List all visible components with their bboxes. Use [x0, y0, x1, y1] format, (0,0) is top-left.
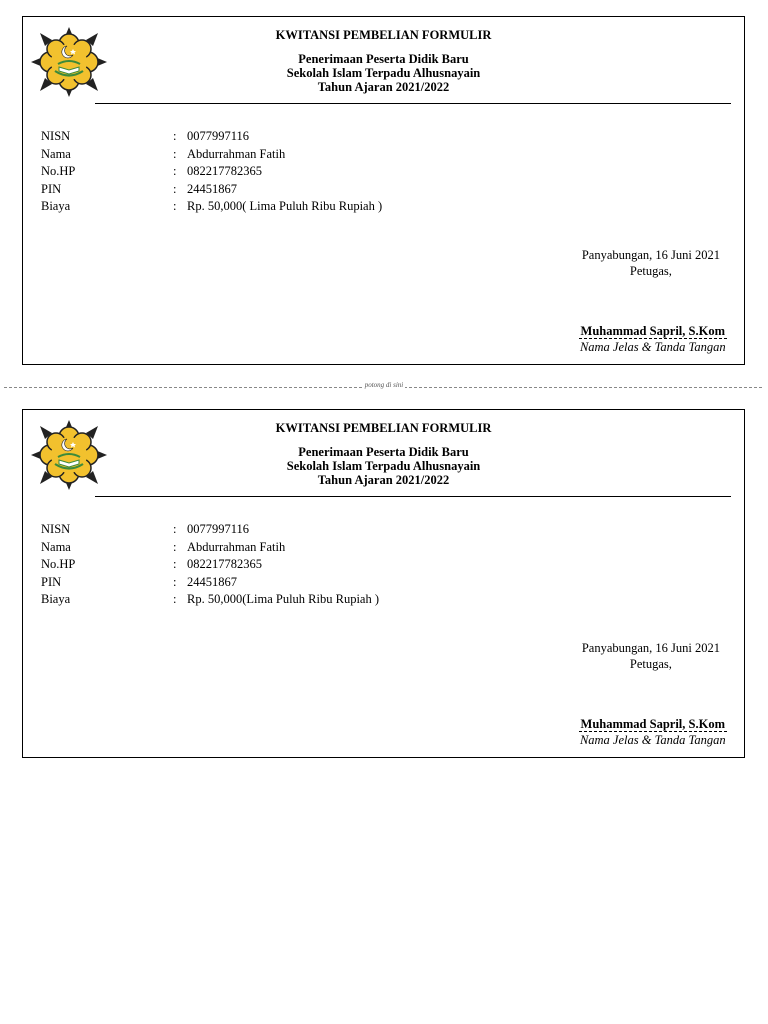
field-label: Nama — [41, 146, 71, 161]
field-separator: : — [173, 574, 177, 589]
field-label: NISN — [41, 522, 71, 536]
academic-year: Tahun Ajaran 2021/2022 — [317, 80, 450, 94]
place-date: Panyabungan, 16 Juni 2021 — [581, 641, 720, 655]
field-row-nohp — [41, 163, 382, 181]
signature-block — [579, 717, 727, 747]
officer-role: Petugas, — [629, 657, 672, 671]
field-value: 24451867 — [187, 181, 237, 196]
signer-caption: Nama Jelas & Tanda Tangan — [579, 733, 726, 747]
field-separator: : — [173, 522, 177, 536]
field-separator: : — [173, 199, 177, 213]
school-name: Sekolah Islam Terpadu Alhusnayain — [286, 66, 481, 80]
field-label: No.HP — [41, 557, 76, 571]
header-divider — [95, 496, 731, 497]
receipt-card — [22, 409, 745, 758]
field-label: Biaya — [41, 199, 71, 213]
field-label: Biaya — [41, 592, 71, 606]
field-value: 0077997116 — [187, 522, 250, 536]
header-divider — [95, 103, 731, 104]
receipt-subtitle: Penerimaan Peserta Didik Baru — [298, 52, 469, 66]
field-row-biaya — [41, 591, 379, 609]
field-separator: : — [173, 557, 177, 571]
field-row-nisn — [41, 521, 379, 539]
signer-caption: Nama Jelas & Tanda Tangan — [579, 340, 726, 354]
field-label: No.HP — [41, 164, 76, 178]
field-row-pin — [41, 181, 382, 199]
field-row-nisn — [41, 128, 382, 146]
field-separator: : — [173, 181, 177, 196]
place-date-block — [582, 247, 720, 279]
field-label: PIN — [41, 181, 62, 196]
cut-line-label-wrap — [0, 381, 768, 389]
receipt-subtitle: Penerimaan Peserta Didik Baru — [298, 445, 469, 459]
receipt-card — [22, 16, 745, 365]
field-value: Abdurrahman Fatih — [187, 539, 286, 554]
field-row-nohp — [41, 556, 379, 574]
field-separator: : — [173, 164, 177, 178]
signature-block — [579, 324, 727, 354]
receipt-header — [23, 28, 744, 94]
field-value: 24451867 — [187, 574, 237, 589]
field-value: 0077997116 — [187, 129, 250, 143]
place-date-block — [582, 640, 720, 672]
field-separator: : — [173, 539, 177, 554]
signer-name: Muhammad Sapril, S.Kom — [580, 324, 725, 338]
field-separator: : — [173, 592, 177, 606]
field-separator: : — [173, 129, 177, 143]
signer-name: Muhammad Sapril, S.Kom — [580, 717, 725, 731]
field-list — [41, 128, 382, 216]
academic-year: Tahun Ajaran 2021/2022 — [317, 473, 450, 487]
field-label: Nama — [41, 539, 71, 554]
receipt-title: KWITANSI PEMBELIAN FORMULIR — [275, 28, 492, 42]
field-label: NISN — [41, 129, 71, 143]
field-row-biaya — [41, 198, 382, 216]
field-row-nama — [41, 146, 382, 164]
officer-role: Petugas, — [629, 264, 672, 278]
receipt-header — [23, 421, 744, 487]
field-row-nama — [41, 539, 379, 557]
field-value: Abdurrahman Fatih — [187, 146, 286, 161]
field-value: 082217782365 — [187, 557, 262, 571]
field-value: 082217782365 — [187, 164, 262, 178]
field-separator: : — [173, 146, 177, 161]
field-label: PIN — [41, 574, 62, 589]
field-value: Rp. 50,000(Lima Puluh Ribu Rupiah ) — [187, 592, 380, 606]
receipt-title: KWITANSI PEMBELIAN FORMULIR — [275, 421, 492, 435]
school-name: Sekolah Islam Terpadu Alhusnayain — [286, 459, 481, 473]
field-value: Rp. 50,000( Lima Puluh Ribu Rupiah ) — [187, 199, 383, 213]
field-list — [41, 521, 379, 609]
cut-line-label: potong di sini — [364, 381, 404, 389]
place-date: Panyabungan, 16 Juni 2021 — [581, 248, 720, 262]
field-row-pin — [41, 574, 379, 592]
